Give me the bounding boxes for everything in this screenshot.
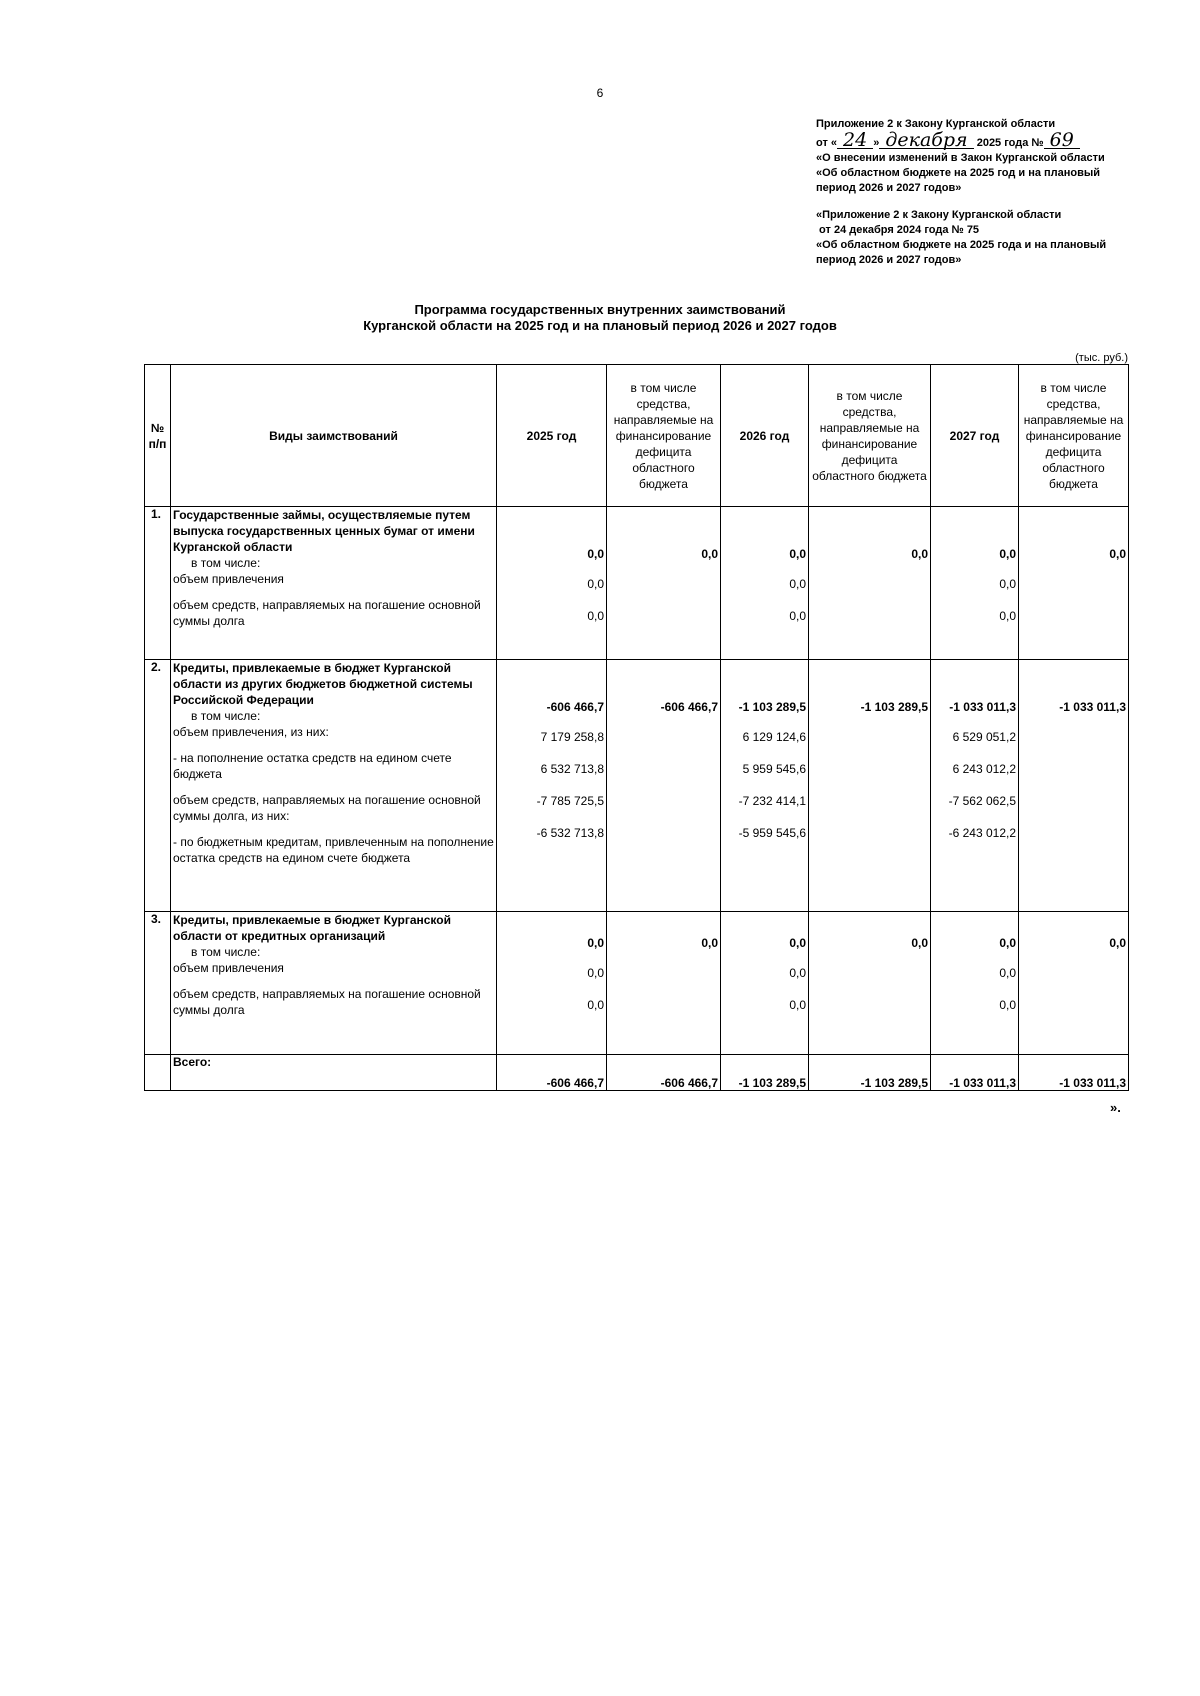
annex1-line4: «Об областном бюджете на 2025 год и на плановый: [816, 167, 1101, 179]
item-value: [1021, 794, 1126, 810]
value-cell: [1019, 507, 1129, 660]
item-label: объем средств, направляемых на погашение основной суммы долга: [173, 598, 481, 628]
item-value: 0,0: [999, 966, 1016, 980]
item-value: [609, 730, 718, 746]
item-value: 0,0: [587, 577, 604, 591]
annex1-line5: период 2026 и 2027 годов»: [816, 182, 962, 194]
borrowing-program-table: [144, 364, 1129, 1091]
annex2-line4: период 2026 и 2027 годов»: [816, 254, 962, 266]
header-deficit-2027: в том числе средства, направляемые на финансирование дефицита областного бюджета: [1019, 365, 1129, 507]
section-total-value: 0,0: [789, 547, 806, 561]
section-row: [145, 660, 1129, 912]
item-label: объем средств, направляемых на погашение основной суммы долга, из них:: [173, 793, 481, 823]
item-value: -6 243 012,2: [948, 826, 1016, 840]
header-2025: 2025 год: [497, 365, 607, 507]
including-label: в том числе:: [191, 709, 261, 723]
value-cell: [721, 912, 809, 1055]
document-title: [0, 302, 1200, 334]
item-value: [811, 966, 928, 982]
section-row: [145, 507, 1129, 660]
annex1-line1: Приложение 2 к Закону Курганской области: [816, 118, 1056, 130]
item-value: 0,0: [587, 609, 604, 623]
value-cell: [931, 507, 1019, 660]
item-value: 6 532 713,8: [540, 762, 604, 776]
item-value: [609, 966, 718, 982]
document-title-line2: Курганской области на 2025 год и на плановый период 2026 и 2027 годов: [363, 318, 837, 333]
value-cell: [497, 507, 607, 660]
page-number: 6: [596, 86, 604, 100]
item-value: [609, 609, 718, 625]
header-2026: 2026 год: [721, 365, 809, 507]
section-total-value: -606 466,7: [660, 700, 718, 714]
section-total-value: 0,0: [701, 547, 718, 561]
item-value: [1021, 826, 1126, 842]
section-title: Кредиты, привлекаемые в бюджет Курганской области от кредитных организаций: [173, 913, 451, 943]
handwritten-day: 24: [837, 132, 873, 149]
header-no: № п/п: [145, 365, 171, 507]
section-total-value: -606 466,7: [546, 700, 604, 714]
item-value: -7 232 414,1: [738, 794, 806, 808]
value-cell: [809, 912, 931, 1055]
item-value: [811, 577, 928, 593]
total-row: [145, 1055, 1129, 1091]
item-value: [811, 826, 928, 842]
item-label: - на пополнение остатка средств на едином счете бюджета: [173, 751, 452, 781]
item-value: [609, 794, 718, 810]
item-value: [1021, 577, 1126, 593]
annex-header-amendment: [816, 117, 1105, 196]
total-label: Всего:: [171, 1055, 497, 1091]
annex2-line1: «Приложение 2 к Закону Курганской области: [816, 209, 1062, 221]
value-cell: [931, 660, 1019, 912]
including-label: в том числе:: [191, 556, 261, 570]
item-value: 0,0: [999, 609, 1016, 623]
item-value: [609, 762, 718, 778]
item-value: -7 785 725,5: [536, 794, 604, 808]
item-value: 6 129 124,6: [742, 730, 806, 744]
item-value: [811, 609, 928, 625]
total-value: -606 466,7: [607, 1055, 721, 1091]
header-2027: 2027 год: [931, 365, 1019, 507]
item-value: [1021, 730, 1126, 746]
table-header-row: [145, 365, 1129, 507]
item-value: [1021, 762, 1126, 778]
value-cell: [607, 660, 721, 912]
value-cell: [497, 660, 607, 912]
value-cell: [607, 507, 721, 660]
item-value: 7 179 258,8: [540, 730, 604, 744]
section-title: Кредиты, привлекаемые в бюджет Курганской области из других бюджетов бюджетной системы Российской Федерации: [173, 661, 473, 707]
total-value: -1 103 289,5: [721, 1055, 809, 1091]
section-row: [145, 912, 1129, 1055]
annex2-line2: от 24 декабря 2024 года № 75: [816, 224, 980, 236]
value-cell: [721, 660, 809, 912]
item-value: [811, 794, 928, 810]
total-value: -1 033 011,3: [931, 1055, 1019, 1091]
item-label: объем привлечения: [173, 961, 284, 975]
document-title-line1: Программа государственных внутренних заимствований: [414, 302, 786, 317]
section-total-value: 0,0: [911, 936, 928, 950]
value-cell: [931, 912, 1019, 1055]
item-value: 0,0: [789, 577, 806, 591]
item-value: [811, 730, 928, 746]
value-cell: [607, 912, 721, 1055]
annex1-line3: «О внесении изменений в Закон Курганской области: [816, 152, 1105, 164]
annex1-line2: от « 24 » декабря 2025 года № 69: [816, 132, 1105, 151]
item-value: [811, 998, 928, 1014]
header-deficit-2026: в том числе средства, направляемые на финансирование дефицита областного бюджета: [809, 365, 931, 507]
item-value: 6 243 012,2: [952, 762, 1016, 776]
section-total-value: 0,0: [999, 547, 1016, 561]
section-total-value: 0,0: [789, 936, 806, 950]
section-total-value: 0,0: [911, 547, 928, 561]
section-total-value: 0,0: [1109, 547, 1126, 561]
item-label: объем средств, направляемых на погашение основной суммы долга: [173, 987, 481, 1017]
section-total-value: 0,0: [701, 936, 718, 950]
item-value: [609, 826, 718, 842]
section-total-value: 0,0: [587, 547, 604, 561]
header-type: Виды заимствований: [171, 365, 497, 507]
item-value: [609, 577, 718, 593]
item-value: 0,0: [587, 998, 604, 1012]
total-value: -1 033 011,3: [1019, 1055, 1129, 1091]
annex2-line3: «Об областном бюджете на 2025 года и на плановый: [816, 239, 1107, 251]
value-cell: [1019, 660, 1129, 912]
item-value: [1021, 609, 1126, 625]
section-number: 1.: [145, 507, 171, 660]
section-total-value: 0,0: [587, 936, 604, 950]
closing-quote: ».: [1110, 1100, 1121, 1115]
item-value: [1021, 998, 1126, 1014]
units-label: (тыс. руб.): [1075, 352, 1128, 364]
item-value: 0,0: [789, 966, 806, 980]
section-total-value: -1 103 289,5: [860, 700, 928, 714]
header-deficit-2025: в том числе средства, направляемые на финансирование дефицита областного бюджета: [607, 365, 721, 507]
item-label: - по бюджетным кредитам, привлеченным на пополнение остатка средств на едином счете бюджета: [173, 835, 494, 865]
handwritten-month: декабря: [879, 132, 973, 149]
item-value: [609, 998, 718, 1014]
value-cell: [809, 507, 931, 660]
item-value: [811, 762, 928, 778]
annex-header-original: [816, 208, 1106, 268]
section-total-value: -1 103 289,5: [738, 700, 806, 714]
item-label: объем привлечения, из них:: [173, 725, 329, 739]
section-description: [171, 912, 497, 1055]
item-value: 0,0: [999, 577, 1016, 591]
section-total-value: 0,0: [1109, 936, 1126, 950]
section-title: Государственные займы, осуществляемые путем выпуска государственных ценных бумаг от имени Курганской области: [173, 508, 475, 554]
section-number: 3.: [145, 912, 171, 1055]
including-label: в том числе:: [191, 945, 261, 959]
section-total-value: -1 033 011,3: [1059, 700, 1126, 714]
item-value: 0,0: [587, 966, 604, 980]
item-value: 6 529 051,2: [952, 730, 1016, 744]
item-value: 0,0: [789, 609, 806, 623]
item-value: -7 562 062,5: [948, 794, 1016, 808]
value-cell: [497, 912, 607, 1055]
value-cell: [721, 507, 809, 660]
section-total-value: 0,0: [999, 936, 1016, 950]
item-value: -5 959 545,6: [738, 826, 806, 840]
section-description: [171, 507, 497, 660]
section-description: [171, 660, 497, 912]
total-number-cell: [145, 1055, 171, 1091]
value-cell: [1019, 912, 1129, 1055]
item-value: 0,0: [789, 998, 806, 1012]
item-value: 0,0: [999, 998, 1016, 1012]
handwritten-number: 69: [1044, 132, 1080, 149]
section-number: 2.: [145, 660, 171, 912]
section-total-value: -1 033 011,3: [949, 700, 1016, 714]
value-cell: [809, 660, 931, 912]
item-value: -6 532 713,8: [536, 826, 604, 840]
item-value: 5 959 545,6: [742, 762, 806, 776]
total-value: -606 466,7: [497, 1055, 607, 1091]
total-value: -1 103 289,5: [809, 1055, 931, 1091]
item-value: [1021, 966, 1126, 982]
item-label: объем привлечения: [173, 572, 284, 586]
